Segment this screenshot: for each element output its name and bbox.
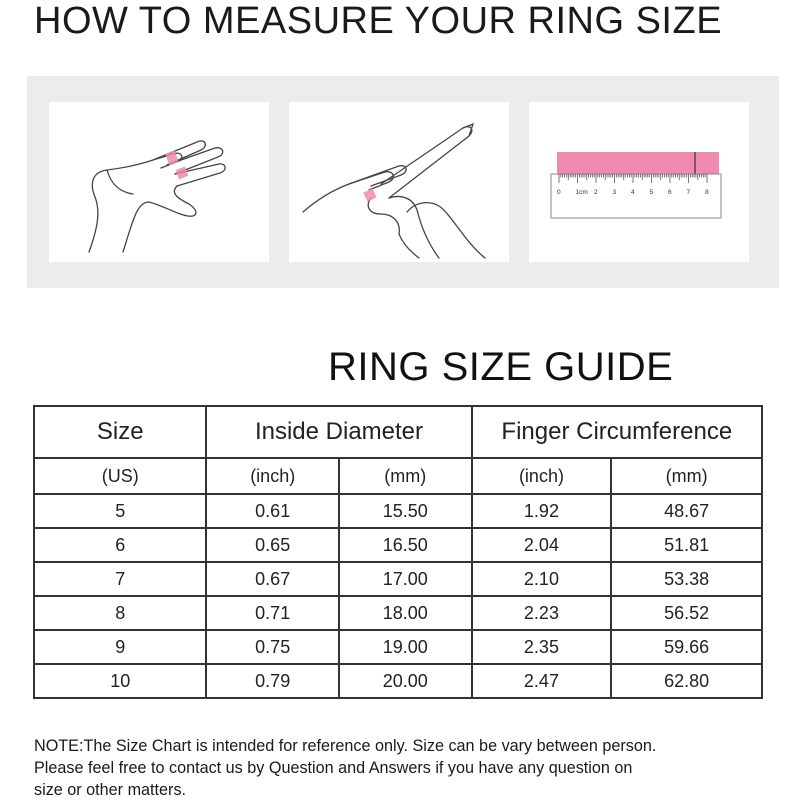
diameter-inch-cell: 0.79: [206, 664, 339, 698]
diameter-mm-unit-cell: (mm): [339, 458, 472, 494]
circumference-inch-cell: 2.23: [472, 596, 612, 630]
diameter-mm-cell: 20.00: [339, 664, 472, 698]
circumference-inch-unit-cell: (inch): [472, 458, 612, 494]
step-2-mark-paper-illustration: [289, 102, 509, 262]
size-cell: 9: [34, 630, 206, 664]
size-cell: 5: [34, 494, 206, 528]
size-column-header: Size: [34, 406, 206, 458]
diameter-mm-cell: 18.00: [339, 596, 472, 630]
ruler-label: 5: [649, 189, 654, 196]
size-cell: 10: [34, 664, 206, 698]
circumference-inch-cell: 2.10: [472, 562, 612, 596]
table-row: [34, 528, 762, 562]
ruler-label: 8: [705, 189, 709, 196]
size-cell: 7: [34, 562, 206, 596]
hand-pen-icon: [289, 102, 509, 262]
note-line-3: size or other matters.: [34, 781, 187, 799]
ring-size-table: [33, 405, 763, 699]
table-row: [34, 562, 762, 596]
table-row: [34, 494, 762, 528]
finger-circumference-header: Finger Circumference: [472, 406, 762, 458]
ruler-label: 1cm: [575, 189, 588, 196]
circumference-inch-cell: 2.35: [472, 630, 612, 664]
note-line-2: Please feel free to contact us by Question and Answers if you have any question on: [34, 759, 633, 777]
diameter-mm-cell: 19.00: [339, 630, 472, 664]
circumference-mm-cell: 51.81: [611, 528, 762, 562]
circumference-mm-cell: 53.38: [611, 562, 762, 596]
size-guide-title: RING SIZE GUIDE: [328, 345, 674, 389]
ruler-label: 0: [557, 189, 561, 196]
step-1-wrap-finger-illustration: [49, 102, 269, 262]
inside-diameter-header: Inside Diameter: [206, 406, 471, 458]
note-line-1: NOTE:The Size Chart is intended for reference only. Size can be vary between person.: [34, 737, 657, 755]
circumference-mm-cell: 62.80: [611, 664, 762, 698]
circumference-mm-unit-cell: (mm): [611, 458, 762, 494]
table-row: [34, 596, 762, 630]
diameter-inch-cell: 0.65: [206, 528, 339, 562]
page-title: HOW TO MEASURE YOUR RING SIZE: [34, 0, 723, 42]
measuring-steps-band: [27, 76, 779, 288]
ruler-label: 7: [686, 189, 691, 196]
size-cell: 6: [34, 528, 206, 562]
circumference-mm-cell: 48.67: [611, 494, 762, 528]
diameter-inch-cell: 0.75: [206, 630, 339, 664]
step-3-measure-ruler-illustration: [529, 102, 749, 262]
hand-wrap-icon: [49, 102, 269, 262]
diameter-inch-cell: 0.61: [206, 494, 339, 528]
size-unit-cell: (US): [34, 458, 206, 494]
circumference-mm-cell: 56.52: [611, 596, 762, 630]
diameter-inch-unit-cell: (inch): [206, 458, 339, 494]
diameter-inch-cell: 0.67: [206, 562, 339, 596]
diameter-mm-cell: 15.50: [339, 494, 472, 528]
diameter-mm-cell: 16.50: [339, 528, 472, 562]
size-chart-note: [34, 735, 774, 801]
table-row: [34, 664, 762, 698]
ruler-label: 3: [612, 189, 617, 196]
circumference-mm-cell: 59.66: [611, 630, 762, 664]
ruler-label: 4: [631, 189, 635, 196]
table-row: [34, 630, 762, 664]
table-unit-row: [34, 458, 762, 494]
ruler-icon: [529, 102, 749, 262]
ruler-label: 6: [668, 189, 672, 196]
circumference-inch-cell: 2.04: [472, 528, 612, 562]
table-header-row: [34, 406, 762, 458]
diameter-mm-cell: 17.00: [339, 562, 472, 596]
ruler-label: 2: [594, 189, 598, 196]
size-cell: 8: [34, 596, 206, 630]
circumference-inch-cell: 2.47: [472, 664, 612, 698]
diameter-inch-cell: 0.71: [206, 596, 339, 630]
circumference-inch-cell: 1.92: [472, 494, 612, 528]
